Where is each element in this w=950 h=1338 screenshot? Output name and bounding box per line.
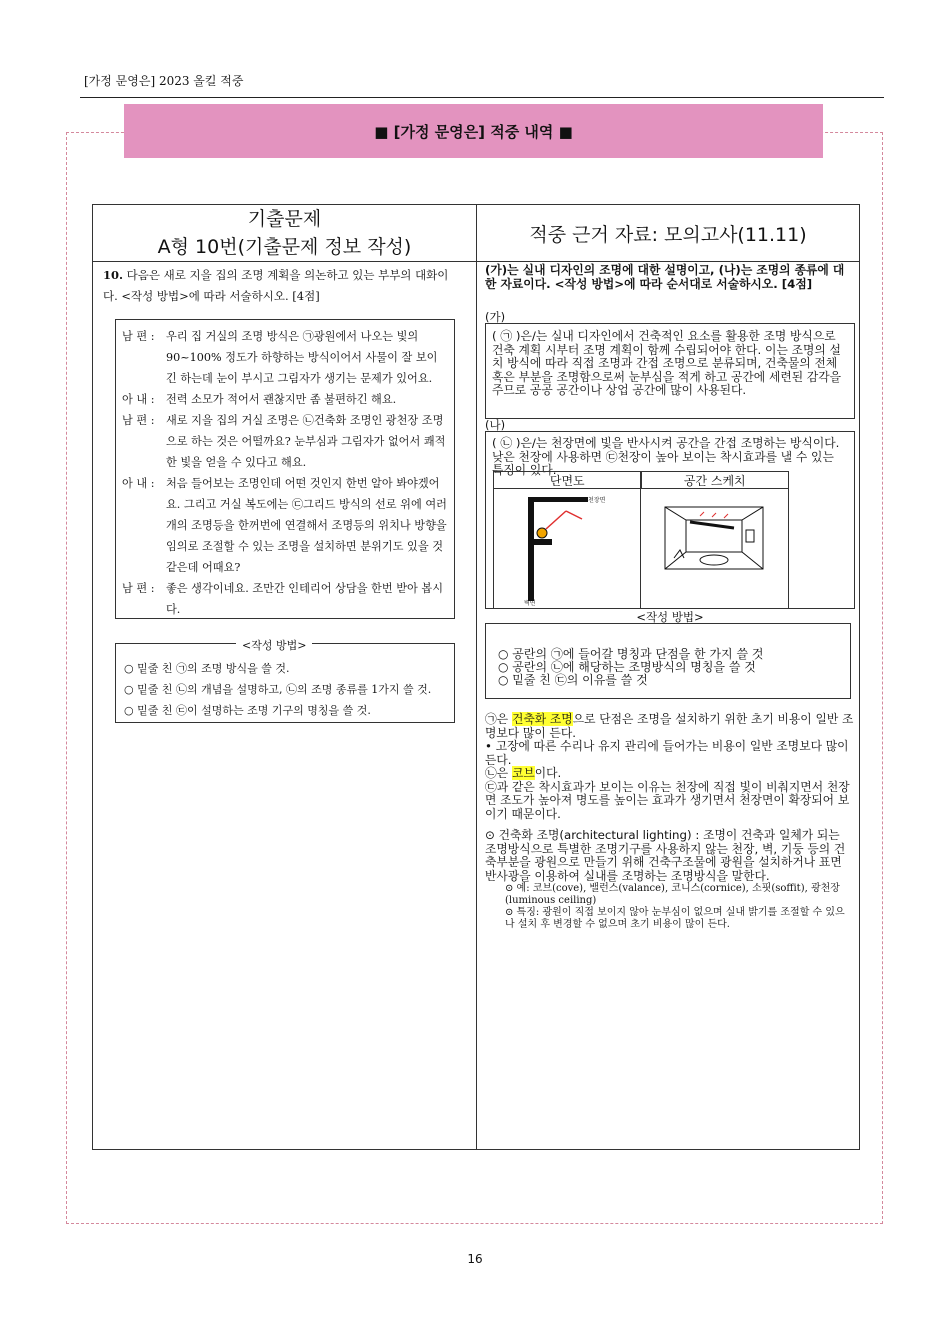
- note-1: ⊙ 건축화 조명(architectural lighting) : 조명이 건축과 일체가 되는 조명방식으로 특별한 조명기구를 사용하지 않는 천장, 벽, 기둥 등의 건축부분을 광원으로 만들기 위해 건축구조물에 광원을 설치하거나 표면 반사광을 이용하여 실내를 조명하는 조명방식을 말한다.: [485, 828, 846, 883]
- note-block: [485, 829, 853, 931]
- mock-question: (가)는 실내 디자인의 조명에 대한 설명이고, (나)는 조명의 종류에 대한 자료이다. <작성 방법>에 따라 순서대로 서술하시오. [4점]: [485, 263, 845, 291]
- page-header: [가정 문영은] 2023 올킬 적중: [84, 74, 244, 88]
- answer-1: ㉠은 건축화 조명으로 단점은 조명을 설치하기 위한 초기 비용이 일반 조명보다 많이 든다.: [485, 712, 854, 740]
- ga-box: ( ㉠ )은/는 실내 디자인에서 건축적인 요소를 활용한 조명 방식으로 건축 계획 시부터 조명 계획이 함께 수립되어야 한다. 이는 조명의 설치 방식에 따라 직접 조명과 간접 조명으로 분류되며, 건축물의 전체 혹은 부분을 조명함으로써 눈부심을 적게 하고 공간에 세련된 감각을 주므로 공공 공간이나 상업 공간에 많이 사용된다.: [485, 323, 855, 419]
- note-2: ⊙ 예: 코브(cove), 밸런스(valance), 코니스(cornice), 소핏(soffit), 광천장(luminous ceiling): [505, 883, 840, 906]
- ga-label: (가): [485, 310, 506, 324]
- left-method-box: [115, 639, 455, 723]
- sketch-table: [493, 471, 789, 609]
- comparison-table: [92, 204, 860, 1150]
- space-sketch: [664, 506, 764, 570]
- method-item: ○ 밑줄 친 ㉢이 설명하는 조명 기구의 명칭을 쓸 것.: [124, 704, 371, 717]
- dialogue-line: 남 편 : 좋은 생각이네요. 조만간 인테리어 상담을 한번 받아 봅시다.: [122, 582, 444, 616]
- dialogue-line: 아 내 : 처음 들어보는 조명인데 어떤 것인지 한번 알아 봐야겠어요. 그리고 거실 복도에는 ㉢그리드 방식의 선로 위에 여러 개의 조명등을 한꺼번에 연결해서 조명등의 위치나 방향을 임의로 조절할 수 있는 조명을 설치하면 분위기도 있을 것 같은데 어때요?: [122, 477, 447, 574]
- answer-3: ㉡은 코브이다.: [485, 766, 562, 780]
- light-source-icon: [537, 528, 547, 538]
- answer-block: [485, 713, 855, 821]
- method-item: ○ 밑줄 친 ㉡의 개념을 설명하고, ㉡의 조명 종류를 1가지 쓸 것.: [124, 683, 432, 696]
- section-drawing: [494, 489, 640, 607]
- method-item: ○ 공란의 ㉠에 들어갈 명칭과 단점을 한 가지 쓸 것: [498, 647, 764, 661]
- sketch-wall-label: 벽면: [524, 600, 536, 607]
- header-rule: [80, 97, 884, 98]
- na-text: ( ㉡ )은/는 천장면에 빛을 반사시켜 공간을 간접 조명하는 방식이다. 낮은 천장에 사용하면 ㉢천장이 높아 보이는 착시효과를 낼 수 있는 특징이 있다.: [492, 436, 840, 477]
- method-item: ○ 밑줄 친 ㉠의 조명 방식을 쓸 것.: [124, 662, 290, 675]
- exam-question: [103, 265, 458, 307]
- note-3: ⊙ 특징: 광원이 직접 보이지 않아 눈부심이 없으며 실내 밝기를 조절할 수 있으나 설치 후 변경할 수 없으며 초기 비용이 많이 든다.: [505, 907, 845, 930]
- na-label: (나): [485, 418, 506, 432]
- sketch-header-section: 단면도: [494, 472, 642, 488]
- right-method-title: <작성 방법>: [636, 610, 704, 624]
- left-header-line2: A형 10번(기출문제 정보 작성): [157, 236, 412, 258]
- left-method-title: <작성 방법>: [236, 635, 312, 656]
- method-item: ○ 공란의 ㉡에 해당하는 조명방식의 명칭을 쓸 것: [498, 660, 756, 674]
- left-header-line1: 기출문제: [247, 208, 322, 230]
- answer-2: • 고장에 따른 수리나 유지 관리에 들어가는 비용이 일반 조명보다 많이 든다.: [485, 739, 849, 767]
- question-number: 10.: [103, 268, 124, 282]
- question-text: 다음은 새로 지을 집의 조명 계획을 의논하고 있는 부부의 대화이다. <작성 방법>에 따라 서술하시오. [4점]: [103, 268, 449, 303]
- page-number: 16: [467, 1252, 483, 1266]
- right-method-box: [485, 623, 851, 699]
- right-header: 적중 근거 자료: 모의고사(11.11): [529, 223, 807, 246]
- sketch-header-space: 공간 스케치: [683, 474, 746, 488]
- sketch-ceiling-label: 천장면: [588, 497, 606, 504]
- method-item: ○ 밑줄 친 ㉢의 이유를 쓸 것: [498, 673, 648, 687]
- left-header: [93, 205, 476, 261]
- dialogue-box: [115, 319, 455, 619]
- dialogue-line: 남 편 : 새로 지을 집의 거실 조명은 ㉡건축화 조명인 광천장 조명으로 하는 것은 어떨까요? 눈부심과 그림자가 없어서 쾌적한 빛을 얻을 수 있다고 해요.: [122, 414, 446, 469]
- dialogue-line: 남 편 : 우리 집 거실의 조명 방식은 ㉠광원에서 나오는 빛의 90~100% 정도가 하향하는 방식이어서 사물이 잘 보이긴 하는데 눈이 부시고 그림자가 생기는 문제가 있어요.: [122, 330, 438, 385]
- dialogue-line: 아 내 : 전력 소모가 적어서 괜찮지만 좀 불편하긴 해요.: [122, 393, 397, 406]
- answer-4: ㉢과 같은 착시효과가 보이는 이유는 천장에 직접 빛이 비춰지면서 천장면 조도가 높아져 명도를 높이는 효과가 생기면서 천장면이 확장되어 보이기 때문이다.: [485, 779, 850, 821]
- banner-title: ■ [가정 문영은] 적중 내역 ■: [124, 104, 823, 158]
